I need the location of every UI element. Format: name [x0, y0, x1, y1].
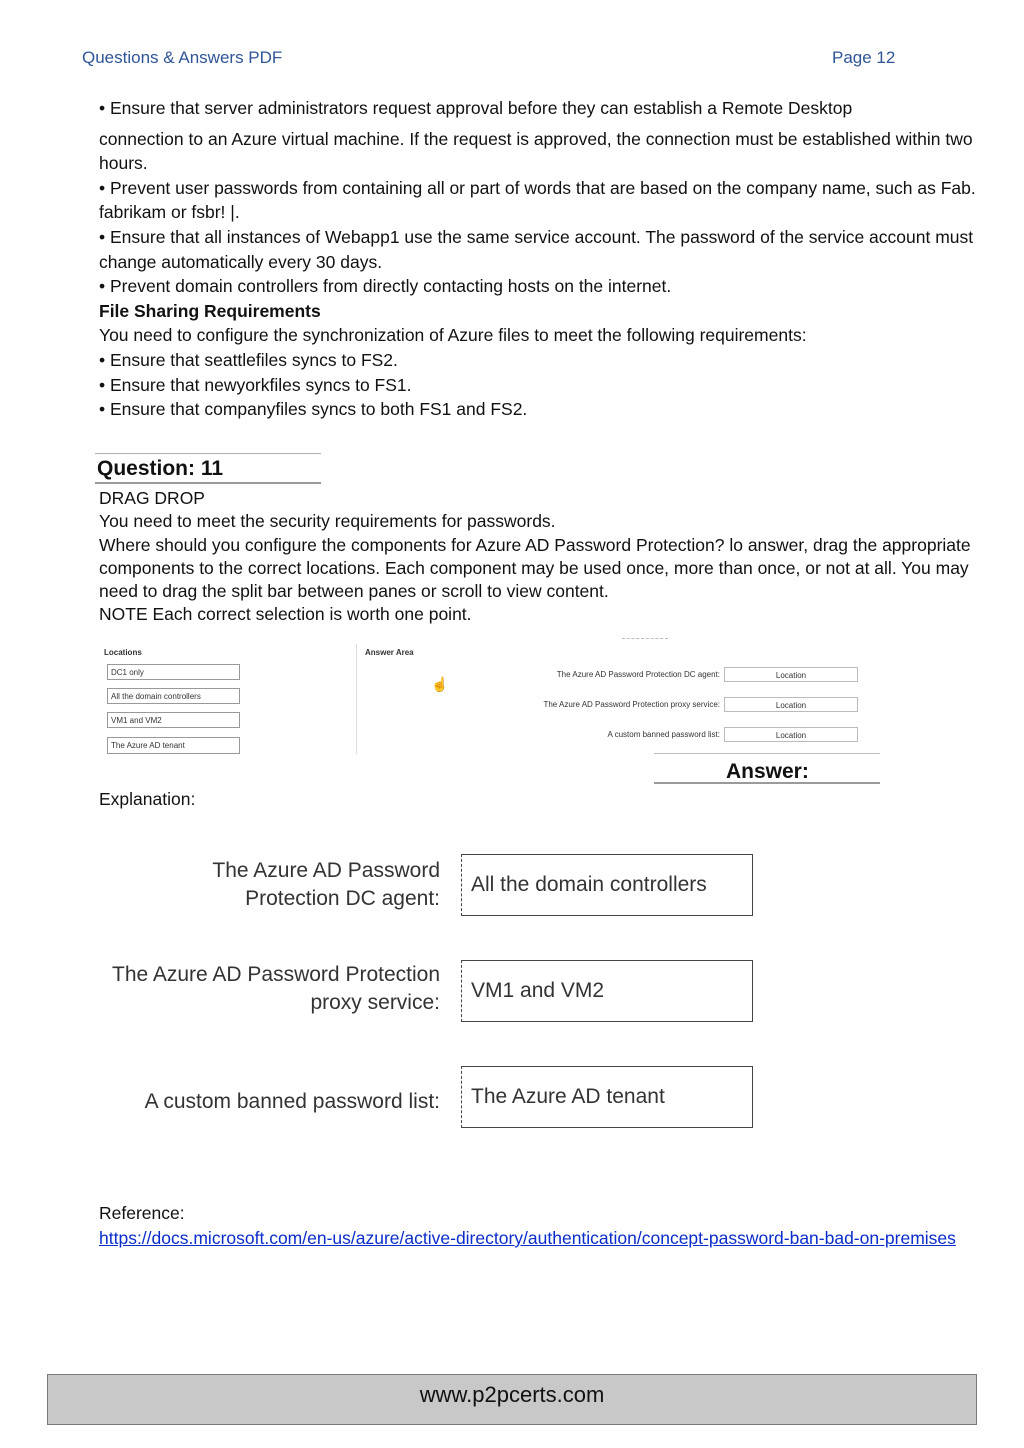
answer-image	[110, 840, 770, 1160]
target-drop-zone[interactable]: Location	[724, 667, 858, 682]
answer-label-line: Protection DC agent:	[245, 887, 440, 910]
question-line: NOTE Each correct selection is worth one point.	[99, 604, 472, 625]
answer-heading: Answer:	[726, 760, 809, 783]
answer-label-line: The Azure AD Password Protection	[112, 963, 440, 986]
reference-url[interactable]: https://docs.microsoft.com/en-us/azure/active-directory/authentication/concept-password-ban-bad-on-premises	[99, 1228, 956, 1248]
question-line: You need to meet the security requirements for passwords.	[99, 511, 556, 532]
target-label: The Azure AD Password Protection proxy service:	[543, 700, 720, 709]
requirement-line: • Ensure that all instances of Webapp1 use the same service account. The password of the service account must change automatically every 30 days.	[99, 226, 974, 272]
question-text	[99, 487, 979, 627]
target-drop-zone[interactable]: Location	[724, 727, 858, 742]
reference-link[interactable]	[99, 1227, 959, 1250]
question-title: Question: 11	[97, 457, 224, 480]
requirements-text	[99, 96, 979, 422]
question-rule-top	[95, 453, 321, 454]
page-number: Page 12	[832, 48, 896, 67]
question-line: Where should you configure the components for Azure AD Password Protection? lo answer, drag the appropriate components to the correct locations. Each component may be used once, more than once, or not at all. You may need to drag the split bar between panes or scroll to view content.	[99, 534, 971, 602]
location-option[interactable]: The Azure AD tenant	[107, 737, 240, 754]
dashed-divider	[622, 638, 668, 639]
target-drop-zone[interactable]: Location	[724, 697, 858, 712]
answer-row-label	[112, 961, 440, 1017]
reference-label: Reference:	[99, 1203, 185, 1223]
question-line: DRAG DROP	[99, 488, 205, 508]
requirement-line: connection to an Azure virtual machine. If the request is approved, the connection must be established within two hours.	[99, 128, 973, 174]
file-sharing-line: You need to configure the synchronization of Azure files to meet the following requirements:	[99, 325, 807, 346]
requirement-line: • Ensure that server administrators request approval before they can establish a Remote Desktop	[99, 98, 853, 118]
answer-rule-top	[654, 753, 880, 754]
file-sharing-line: • Ensure that newyorkfiles syncs to FS1.	[99, 374, 412, 395]
location-option[interactable]: All the domain controllers	[107, 688, 240, 704]
answer-row-label	[212, 857, 440, 913]
target-label: A custom banned password list:	[607, 730, 720, 739]
location-option[interactable]: DC1 only	[107, 664, 240, 680]
answer-rule-bottom	[654, 782, 880, 784]
file-sharing-line: • Ensure that companyfiles syncs to both FS1 and FS2.	[99, 399, 528, 420]
answer-label-line: The Azure AD Password	[212, 859, 440, 882]
drag-drop-screenshot	[100, 636, 880, 754]
answer-value-box: VM1 and VM2	[461, 960, 753, 1022]
location-option[interactable]: VM1 and VM2	[107, 712, 240, 728]
answer-row-label	[145, 1088, 440, 1116]
target-label: The Azure AD Password Protection DC agent:	[556, 670, 720, 679]
footer-site: www.p2pcerts.com	[47, 1374, 977, 1425]
requirement-line: • Prevent domain controllers from directly contacting hosts on the internet.	[99, 276, 672, 297]
pane-split-bar[interactable]	[356, 644, 357, 754]
answer-area-heading: Answer Area	[365, 648, 414, 657]
answer-value-box: All the domain controllers	[461, 854, 753, 916]
question-rule-bottom	[95, 482, 321, 484]
answer-label-line: A custom banned password list:	[144, 1090, 440, 1113]
header-title: Questions & Answers PDF	[82, 48, 283, 67]
requirement-line: • Prevent user passwords from containing all or part of words that are based on the company name, such as Fab. fabrikam or fsbr! |.	[99, 177, 976, 223]
explanation-label: Explanation:	[99, 789, 196, 809]
answer-value-box: The Azure AD tenant	[461, 1066, 753, 1128]
answer-label-line: proxy service:	[310, 991, 440, 1014]
hand-cursor-icon: ☝	[431, 676, 449, 692]
file-sharing-line: • Ensure that seattlefiles syncs to FS2.	[99, 349, 398, 370]
file-sharing-heading: File Sharing Requirements	[99, 300, 321, 321]
locations-heading: Locations	[104, 648, 142, 657]
